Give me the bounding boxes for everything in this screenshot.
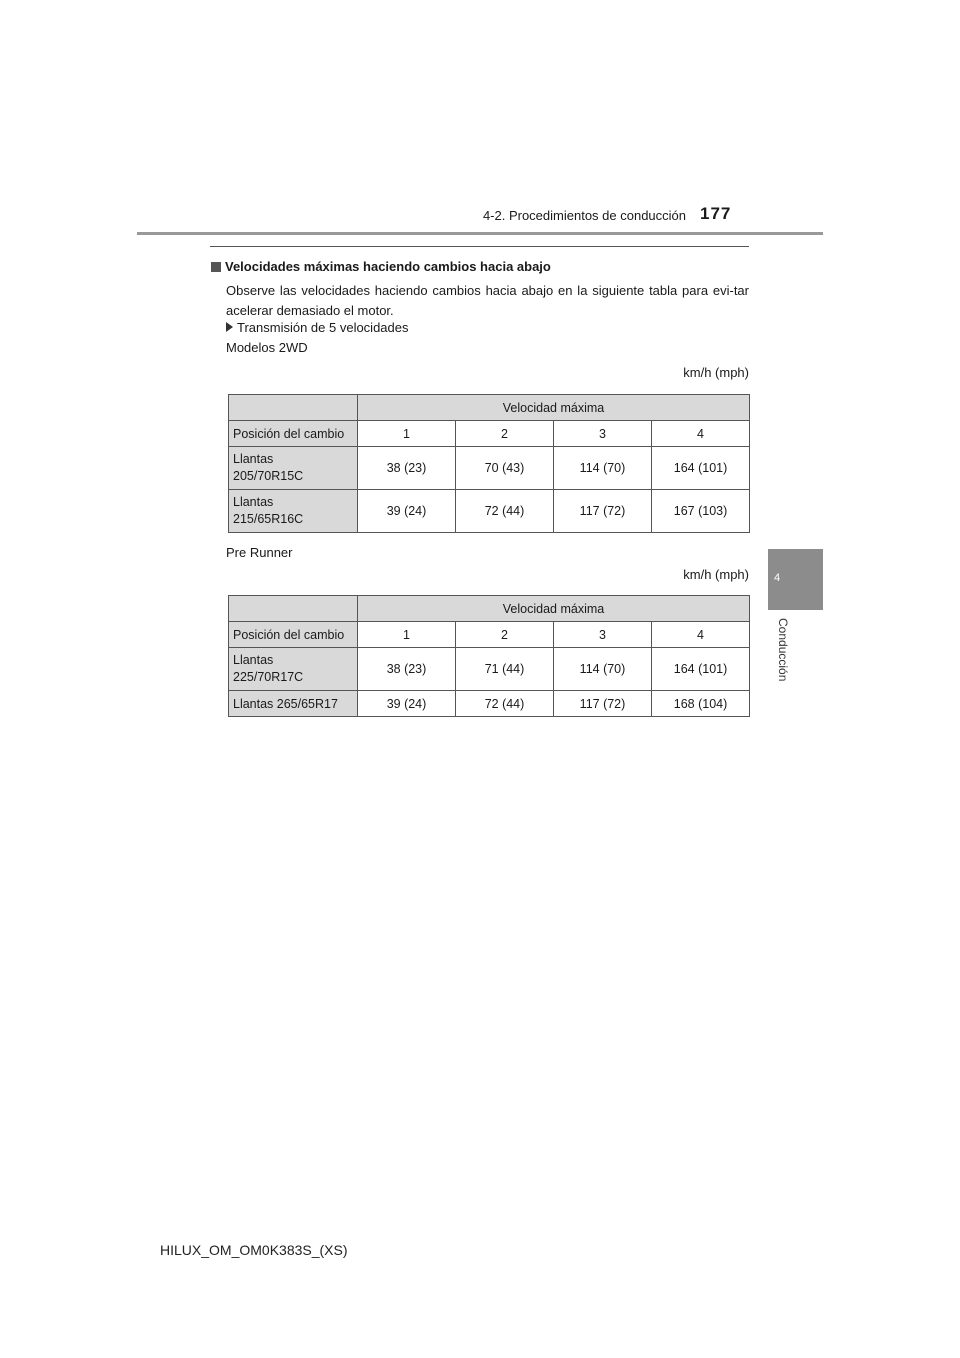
table-group-header: Velocidad máxima (358, 395, 750, 421)
table-cell: 117 (72) (554, 490, 652, 533)
table-cell: 114 (70) (554, 648, 652, 691)
table-cell: 167 (103) (652, 490, 750, 533)
table-corner-cell (229, 395, 358, 421)
table-cell: 72 (44) (456, 490, 554, 533)
table-group-header-row (229, 395, 750, 421)
table-col-header: 4 (652, 421, 750, 447)
footer-model-code: HILUX_OM_OM0K383S_(XS) (160, 1242, 348, 1258)
table-cell: 168 (104) (652, 691, 750, 717)
table-cell: 38 (23) (358, 447, 456, 490)
table-col-header: 1 (358, 622, 456, 648)
table-row-header: Posición del cambio (229, 421, 358, 447)
table-corner-cell (229, 596, 358, 622)
tire-size-cell: Llantas 205/70R15C (229, 447, 358, 490)
table-group-header: Velocidad máxima (358, 596, 750, 622)
table-units: km/h (mph) (683, 567, 749, 582)
table-row (229, 691, 750, 717)
square-bullet-icon (211, 262, 221, 272)
section-heading-text: Velocidades máximas haciendo cambios hacia abajo (225, 259, 551, 274)
table-col-header: 4 (652, 622, 750, 648)
table-row (229, 648, 750, 691)
table-cell: 117 (72) (554, 691, 652, 717)
table-col-header: 2 (456, 622, 554, 648)
table-col-header: 2 (456, 421, 554, 447)
table-col-header: 1 (358, 421, 456, 447)
table-row-header: Posición del cambio (229, 622, 358, 648)
table-label: Pre Runner (226, 545, 293, 560)
intro-paragraph: Observe las velocidades haciendo cambios hacia abajo en la siguiente tabla para evi-tar acelerar demasiado el motor. (226, 283, 749, 318)
table-cell: 114 (70) (554, 447, 652, 490)
tire-size-cell: Llantas 225/70R17C (229, 648, 358, 691)
chapter-tab-number: 4 (773, 572, 781, 584)
table-header-row (229, 421, 750, 447)
section-heading (211, 259, 551, 274)
table-units: km/h (mph) (683, 365, 749, 380)
table-header-row (229, 622, 750, 648)
speed-table-2wd (228, 394, 750, 533)
section-divider (210, 246, 749, 247)
table-label: Modelos 2WD (226, 340, 308, 355)
table-col-header: 3 (554, 421, 652, 447)
triangle-bullet-icon (226, 322, 233, 332)
header-section-title: 4-2. Procedimientos de conducción (482, 208, 686, 223)
page-number: 177 (700, 204, 732, 223)
table-cell: 164 (101) (652, 447, 750, 490)
table-row (229, 447, 750, 490)
table-cell: 71 (44) (456, 648, 554, 691)
transmission-bullet-text: Transmisión de 5 velocidades (237, 320, 409, 335)
table-group-header-row (229, 596, 750, 622)
table-cell: 39 (24) (358, 691, 456, 717)
speed-table-pre-runner (228, 595, 750, 717)
table-cell: 72 (44) (456, 691, 554, 717)
table-col-header: 3 (554, 622, 652, 648)
chapter-tab-label: Conducción (776, 618, 790, 682)
table-cell: 38 (23) (358, 648, 456, 691)
table-cell: 164 (101) (652, 648, 750, 691)
transmission-bullet (226, 320, 409, 335)
table-cell: 70 (43) (456, 447, 554, 490)
table-row (229, 490, 750, 533)
tire-size-cell: Llantas 215/65R16C (229, 490, 358, 533)
tire-size-cell: Llantas 265/65R17 (229, 691, 358, 717)
header-divider (137, 232, 823, 235)
table-cell: 39 (24) (358, 490, 456, 533)
